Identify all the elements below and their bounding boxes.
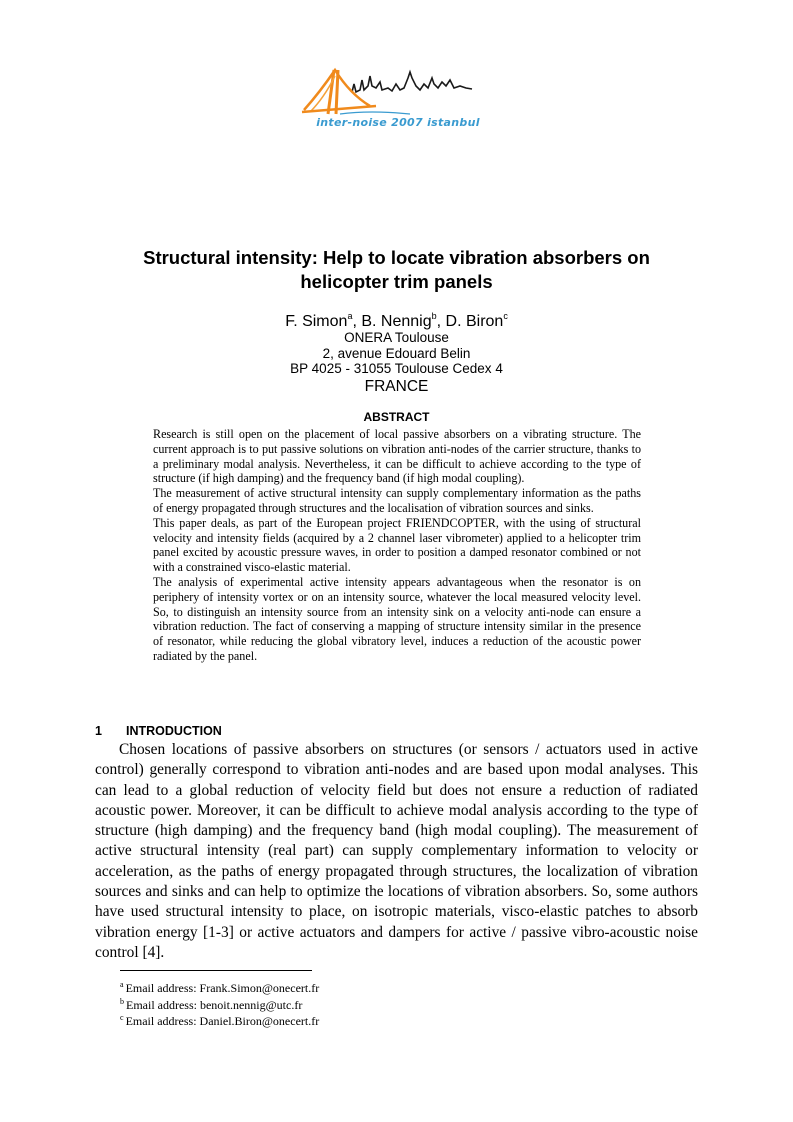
conference-name: inter-noise 2007 istanbul	[316, 116, 480, 129]
title-line-1: Structural intensity: Help to locate vibration absorbers on	[143, 247, 650, 268]
abstract-paragraph: This paper deals, as part of the European project FRIENDCOPTER, with the using of structural velocity and intensity fields (acquired by a 2 channel laser vibrometer) applied to a helicopter trim panel excited by acoustic pressure waves, in order to position a damped resonator combined or not with a constrained visco-elastic material.	[153, 515, 641, 575]
affiliation-line: 2, avenue Edouard Belin	[322, 345, 471, 361]
author-name: B. Nennig	[361, 313, 432, 330]
affiliation-block	[90, 330, 703, 396]
section-title: INTRODUCTION	[126, 724, 222, 738]
author-affiliation-mark: a	[347, 311, 353, 321]
author-separator: ,	[436, 313, 446, 330]
footnote-text: Email address: Daniel.Biron@onecert.fr	[125, 1014, 320, 1028]
author-list	[90, 312, 703, 332]
body-paragraph: Chosen locations of passive absorbers on structures (or sensors / actuators used in active control) generally correspond to vibration anti-nodes and are based upon modal analyses. This can lead to a global reduction of velocity field but does not ensure a reduction of radiated acoustic power. Moreover, it can be difficult to achieve modal analysis according to the type of structure (high damping) and the frequency band (high modal coupling). The measurement of active structural intensity (real part) can supply complementary information to velocity or acceleration, as the paths of energy propagated through structures, the localization of vibration sources and sinks and can help to optimize the locations of vibration absorbers. So, some authors have used structural intensity to place, on isotropic materials, visco-elastic patches to absorb vibration energy [1-3] or active actuators and dampers for active / passive vibro-acoustic noise control [4].	[95, 741, 698, 961]
bridge-skyline-icon	[300, 62, 490, 118]
affiliation-country: FRANCE	[364, 377, 429, 395]
abstract-paragraph: Research is still open on the placement of local passive absorbers on a vibrating structure. The current approach is to put passive solutions on vibration anti-nodes of the carrier structure, thanks to a preliminary modal analysis. Nevertheless, it can be difficult to achieve according to the type of structure (if high damping) and the frequency band (if high modal coupling).	[153, 427, 641, 486]
footnote	[120, 997, 319, 1014]
abstract-paragraph: The analysis of experimental active intensity appears advantageous when the resonator is on periphery of intensity vortex or on an intensity source, whatever the local measured velocity level. So, to distinguish an intensity source from an intensity sink on a velocity anti-node can ensure a vibration reduction. The fact of conserving a mapping of structure intensity similar in the presence of resonator, while reducing the global vibratory level, induces a reduction of the acoustic power radiated by the panel.	[153, 574, 641, 663]
footnote	[120, 1013, 319, 1030]
author-affiliation-mark: b	[431, 311, 437, 321]
abstract-paragraph: The measurement of active structural intensity can supply complementary information as the paths of energy propagated through structures and the localisation of vibration sources and sinks.	[153, 486, 641, 515]
conference-logo	[300, 62, 490, 142]
footnote	[120, 980, 319, 997]
footnote-mark: b	[120, 996, 124, 1006]
abstract-body	[153, 427, 641, 664]
section-heading	[95, 724, 222, 738]
author-name: F. Simon	[285, 313, 348, 330]
section-number: 1	[95, 724, 102, 738]
author-affiliation-mark: c	[503, 311, 508, 321]
footnote-text: Email address: Frank.Simon@onecert.fr	[125, 981, 320, 995]
author-name: D. Biron	[445, 313, 504, 330]
footnote-divider	[120, 970, 312, 971]
affiliation-line: ONERA Toulouse	[344, 330, 449, 345]
footnote-mark: c	[120, 1013, 124, 1022]
paper-title	[90, 246, 703, 294]
footnote-text: Email address: benoit.nennig@utc.fr	[126, 997, 303, 1012]
footnotes	[120, 980, 319, 1030]
affiliation-line: BP 4025 - 31055 Toulouse Cedex 4	[290, 361, 503, 376]
abstract-heading: ABSTRACT	[363, 410, 430, 424]
author-separator: ,	[352, 313, 362, 330]
footnote-mark: a	[120, 980, 124, 989]
introduction-body	[95, 740, 698, 963]
title-line-2: helicopter trim panels	[300, 271, 493, 292]
